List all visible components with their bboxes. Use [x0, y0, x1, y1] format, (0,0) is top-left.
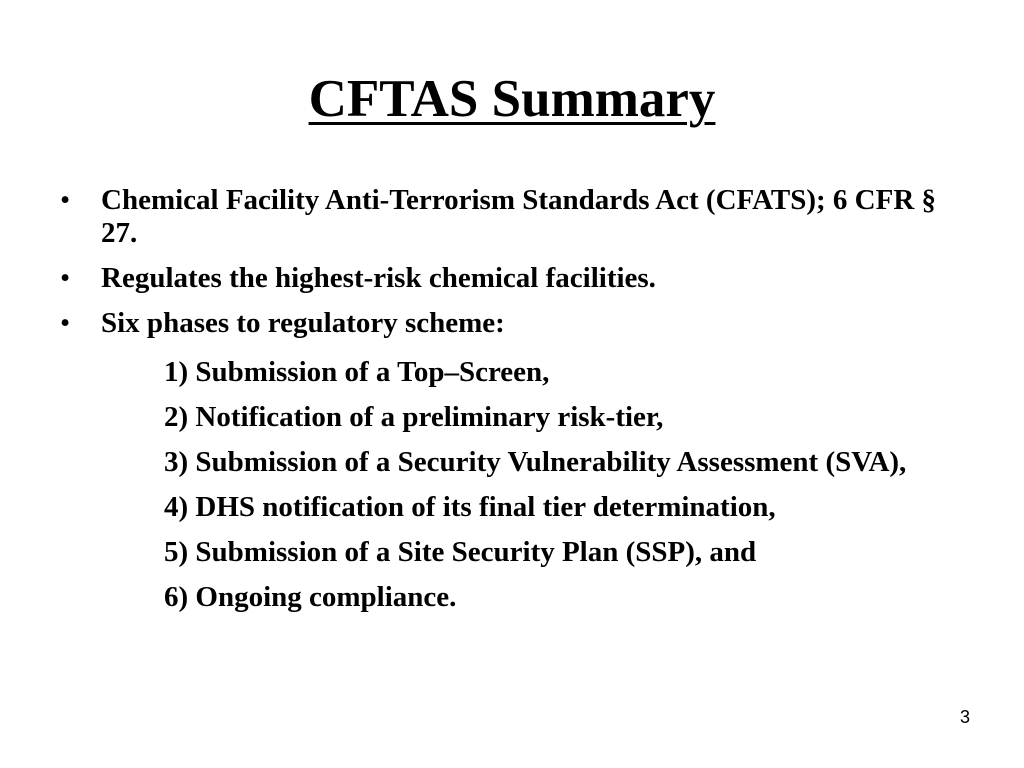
phase-item-3: 3) Submission of a Security Vulnerability Assessment (SVA),: [164, 446, 907, 478]
slide-title: [0, 64, 1024, 134]
phase-item-6: 6) Ongoing compliance.: [164, 581, 457, 613]
phase-item-2: 2) Notification of a preliminary risk-tier,: [164, 401, 664, 433]
bullet-marker: •: [60, 184, 71, 216]
bullet-text: Regulates the highest-risk chemical facilities.: [101, 262, 656, 294]
bullet-text: Chemical Facility Anti-Terrorism Standards Act (CFATS); 6 CFR § 27.: [101, 184, 937, 249]
phase-item-4: 4) DHS notification of its final tier determination,: [164, 491, 776, 523]
bullet-list: [0, 184, 1024, 352]
bullet-item-cfats: [0, 184, 1024, 250]
phase-item-5: 5) Submission of a Site Security Plan (SSP), and: [164, 536, 757, 568]
slide-title-text: CFTAS Summary: [308, 70, 716, 128]
bullet-text: Six phases to regulatory scheme:: [101, 307, 505, 339]
phase-list: [0, 356, 1024, 626]
page-number: 3: [959, 707, 970, 727]
bullet-item-regulates: [0, 262, 1024, 295]
bullet-marker: •: [60, 262, 71, 294]
phase-item-1: 1) Submission of a Top–Screen,: [164, 356, 550, 388]
bullet-item-six-phases: [0, 307, 1024, 340]
bullet-marker: •: [60, 307, 71, 339]
